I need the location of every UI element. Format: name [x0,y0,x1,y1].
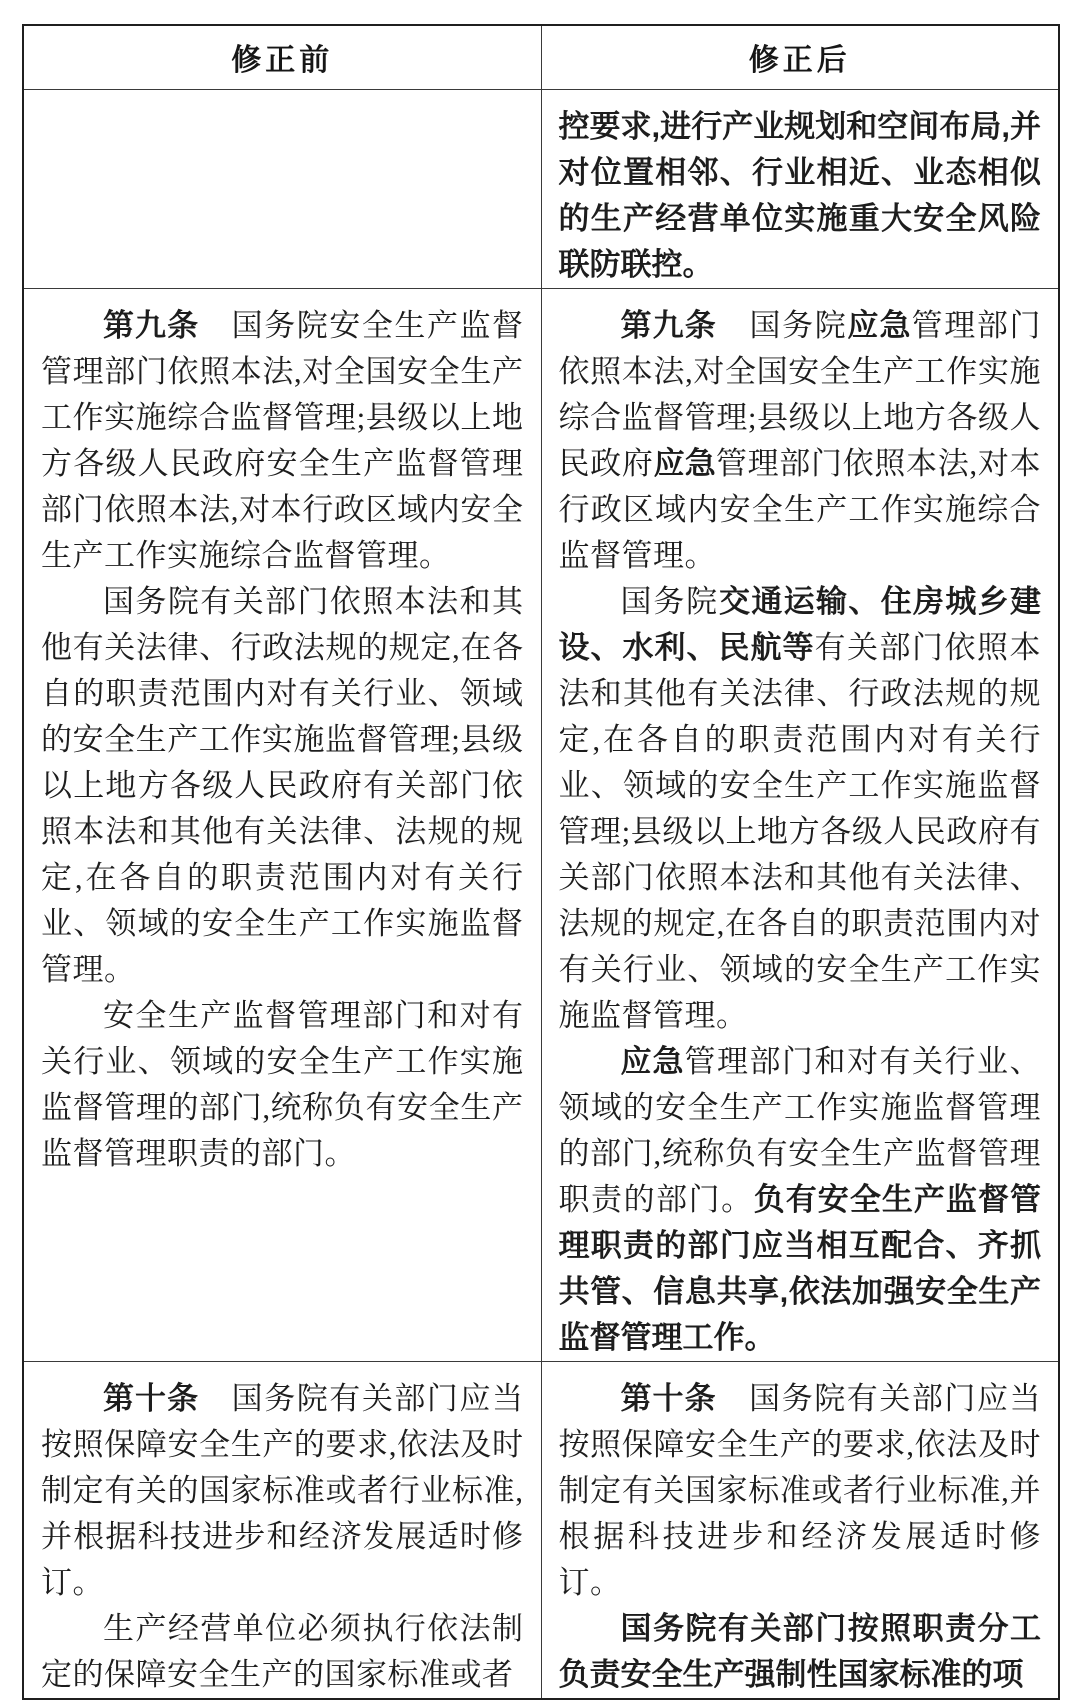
cell-before-article-10 [23,1361,541,1699]
paragraph [559,303,1042,579]
paragraph [41,303,524,579]
amended-emphasis-text: 交通运输、住房城乡建设、水利、民航等 [558,583,1041,665]
paragraph [41,1376,524,1606]
cell-before-carryover [23,89,541,288]
column-header-after: 修正后 [541,25,1059,89]
paragraph [559,1606,1042,1698]
paragraph [41,993,524,1177]
paragraph [41,579,524,993]
body-text: 管理部门和对有关行业、领域的安全生产工作实施监督管理的部门,统称负有安全生产监督管理职责的部门。 [558,1043,1041,1217]
amended-emphasis-text: 应急 [620,1043,685,1079]
body-text: 国务院有关部门应当按照保障安全生产的要求,依法及时制定有关的国家标准或者行业标准,并根据科技进步和经济发展适时修订。 [41,1380,524,1600]
cell-after-carryover [541,89,1059,288]
body-text: 管理部门依照本法,对全国安全生产工作实施综合监督管理;县级以上地方各级人民政府 [558,307,1041,481]
amended-emphasis-text: 控要求,进行产业规划和空间布局,并对位置相邻、行业相近、业态相似的生产经营单位实施重大安全风险联防联控。 [558,108,1041,282]
body-text: 国务院 [716,307,848,343]
body-text: 生产经营单位必须执行依法制定的保障安全生产的国家标准或者 [41,1610,524,1692]
amended-emphasis-text: 应急 [847,307,912,343]
amendment-comparison-table [22,24,1060,1700]
amended-emphasis-text: 国务院有关部门按照职责分工负责安全生产强制性国家标准的项 [558,1610,1041,1692]
body-text: 国务院 [620,583,719,619]
amended-emphasis-text: 第十条 [103,1380,200,1416]
paragraph [41,1606,524,1698]
amended-emphasis-text: 第九条 [620,307,717,343]
table-row-article-9 [23,288,1059,1361]
amended-emphasis-text: 应急 [653,445,716,481]
cell-before-article-9 [23,288,541,1361]
amended-emphasis-text: 第十条 [620,1380,717,1416]
body-text: 安全生产监督管理部门和对有关行业、领域的安全生产工作实施监督管理的部门,统称负有安全生产监督管理职责的部门。 [41,997,524,1171]
amended-emphasis-text: 第九条 [103,307,200,343]
body-text: 有关部门依照本法和其他有关法律、行政法规的规定,在各自的职责范围内对有关行业、领域的安全生产工作实施监督管理;县级以上地方各级人民政府有关部门依照本法和其他有关法律、法规的规定,在各自的职责范围内对有关行业、领域的安全生产工作实施监督管理。 [558,629,1041,1033]
paragraph [559,1039,1042,1361]
cell-after-article-9 [541,288,1059,1361]
table-header-row [23,25,1059,89]
amended-emphasis-text: 负有安全生产监督管理职责的部门应当相互配合、齐抓共管、信息共享,依法加强安全生产监督管理工作。 [558,1181,1042,1355]
body-text: 管理部门依照本法,对本行政区域内安全生产工作实施综合监督管理。 [558,445,1042,573]
table-row-article-10 [23,1361,1059,1699]
column-header-before: 修正前 [23,25,541,89]
body-text: 国务院安全生产监督管理部门依照本法,对全国安全生产工作实施综合监督管理;县级以上地方各级人民政府安全生产监督管理部门依照本法,对本行政区域内安全生产工作实施综合监督管理。 [41,307,524,573]
body-text: 国务院有关部门依照本法和其他有关法律、行政法规的规定,在各自的职责范围内对有关行业、领域的安全生产工作实施监督管理;县级以上地方各级人民政府有关部门依照本法和其他有关法律、法规的规定,在各自的职责范围内对有关行业、领域的安全生产工作实施监督管理。 [41,583,524,987]
paragraph [559,579,1042,1039]
body-text: 国务院有关部门应当按照保障安全生产的要求,依法及时制定有关国家标准或者行业标准,并根据科技进步和经济发展适时修订。 [558,1380,1041,1600]
paragraph [559,1376,1042,1606]
table-row-carryover [23,89,1059,288]
cell-after-article-10 [541,1361,1059,1699]
paragraph [559,104,1042,288]
